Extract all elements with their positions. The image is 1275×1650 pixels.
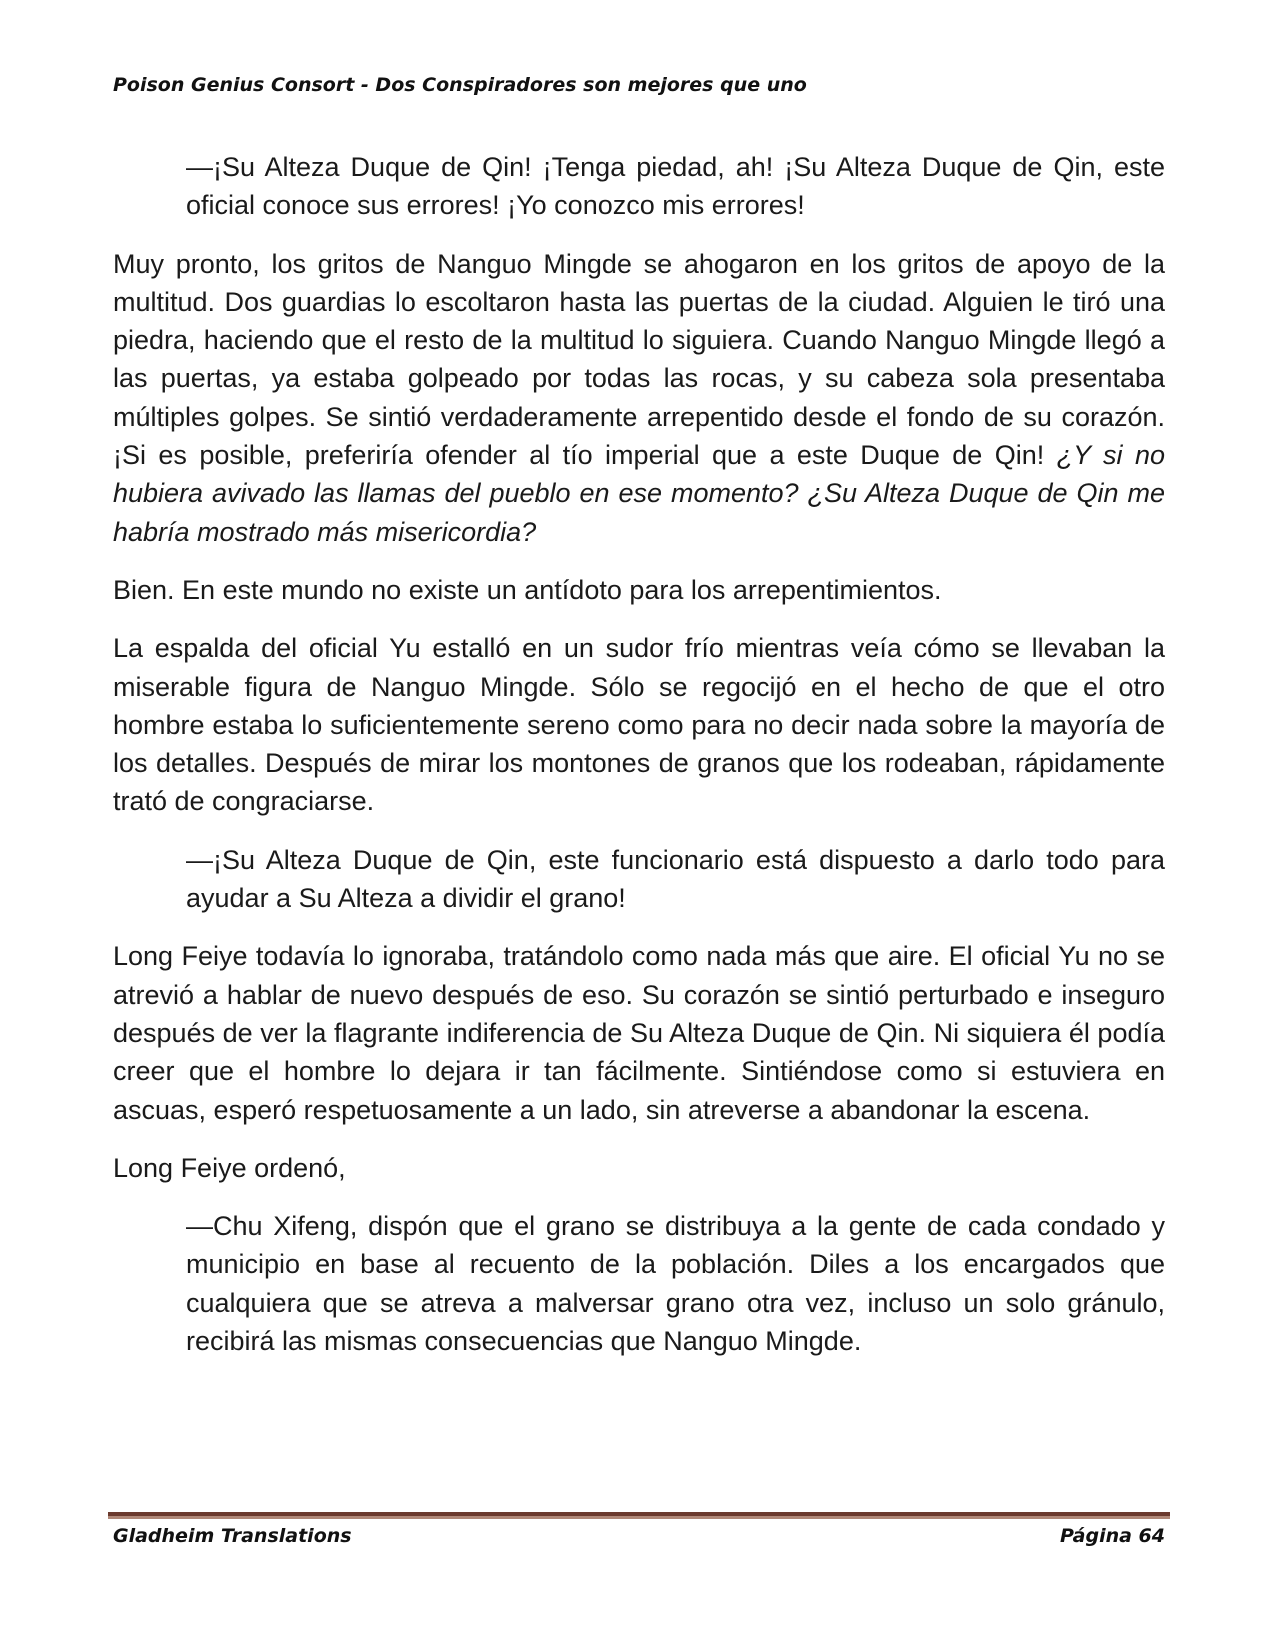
document-body <box>113 148 1165 1380</box>
paragraph-2-italic: ¿Y si no hubiera avivado las llamas del pueblo en ese momento? ¿Su Alteza Duque de Qin me habría mostrado más misericordia? <box>113 440 1165 547</box>
paragraph-2 <box>113 245 1165 551</box>
paragraph-6: Long Feiye todavía lo ignoraba, tratándolo como nada más que aire. El oficial Yu no se atrevió a hablar de nuevo después de eso. Su corazón se sintió perturbado e inseguro después de ver la flagrante indiferencia de Su Alteza Duque de Qin. Ni siquiera él podía creer que el hombre lo dejara ir tan fácilmente. Sintiéndose como si estuviera en ascuas, esperó respetuosamente a un lado, sin atreverse a abandonar la escena. <box>113 941 1165 1125</box>
page-header: Poison Genius Consort - Dos Conspiradores son mejores que uno <box>113 74 807 96</box>
dialogue-paragraph-5: —¡Su Alteza Duque de Qin, este funcionario está dispuesto a darlo todo para ayudar a Su Alteza a dividir el grano! <box>186 844 1165 914</box>
page-number: Página 64 <box>1059 1525 1165 1547</box>
dialogue-paragraph-8: —Chu Xifeng, dispón que el grano se distribuya a la gente de cada condado y municipio en base al recuento de la población. Diles a los encargados que cualquiera que se atreva a malversar grano otra vez, incluso un solo gránulo, recibirá las mismas consecuencias que Nanguo Mingde. <box>186 1211 1165 1357</box>
paragraph-7: Long Feiye ordenó, <box>113 1152 346 1183</box>
paragraph-2-text: Muy pronto, los gritos de Nanguo Mingde se ahogaron en los gritos de apoyo de la multitud. Dos guardias lo escoltaron hasta las puertas de la ciudad. Alguien le tiró una piedra, haciendo que el resto de la multitud lo siguiera. Cuando Nanguo Mingde llegó a las puertas, ya estaba golpeado por todas las rocas, y su cabeza sola presentaba múltiples golpes. Se sintió verdaderamente arrepentido desde el fondo de su corazón. ¡Si es posible, preferiría ofender al tío imperial que a este Duque de Qin! <box>113 248 1165 471</box>
dialogue-paragraph-1: —¡Su Alteza Duque de Qin! ¡Tenga piedad, ah! ¡Su Alteza Duque de Qin, este oficial conoce sus errores! ¡Yo conozco mis errores! <box>186 152 1165 221</box>
footer-publisher: Gladheim Translations <box>113 1525 352 1547</box>
paragraph-4: La espalda del oficial Yu estalló en un sudor frío mientras veía cómo se llevaban la miserable figura de Nanguo Mingde. Sólo se regocijó en el hecho de que el otro hombre estaba lo suficientemente sereno como para no decir nada sobre la mayoría de los detalles. Después de mirar los montones de granos que los rodeaban, rápidamente trató de congraciarse. <box>113 633 1165 817</box>
paragraph-3: Bien. En este mundo no existe un antídoto para los arrepentimientos. <box>113 574 942 605</box>
footer-divider <box>108 1512 1170 1516</box>
